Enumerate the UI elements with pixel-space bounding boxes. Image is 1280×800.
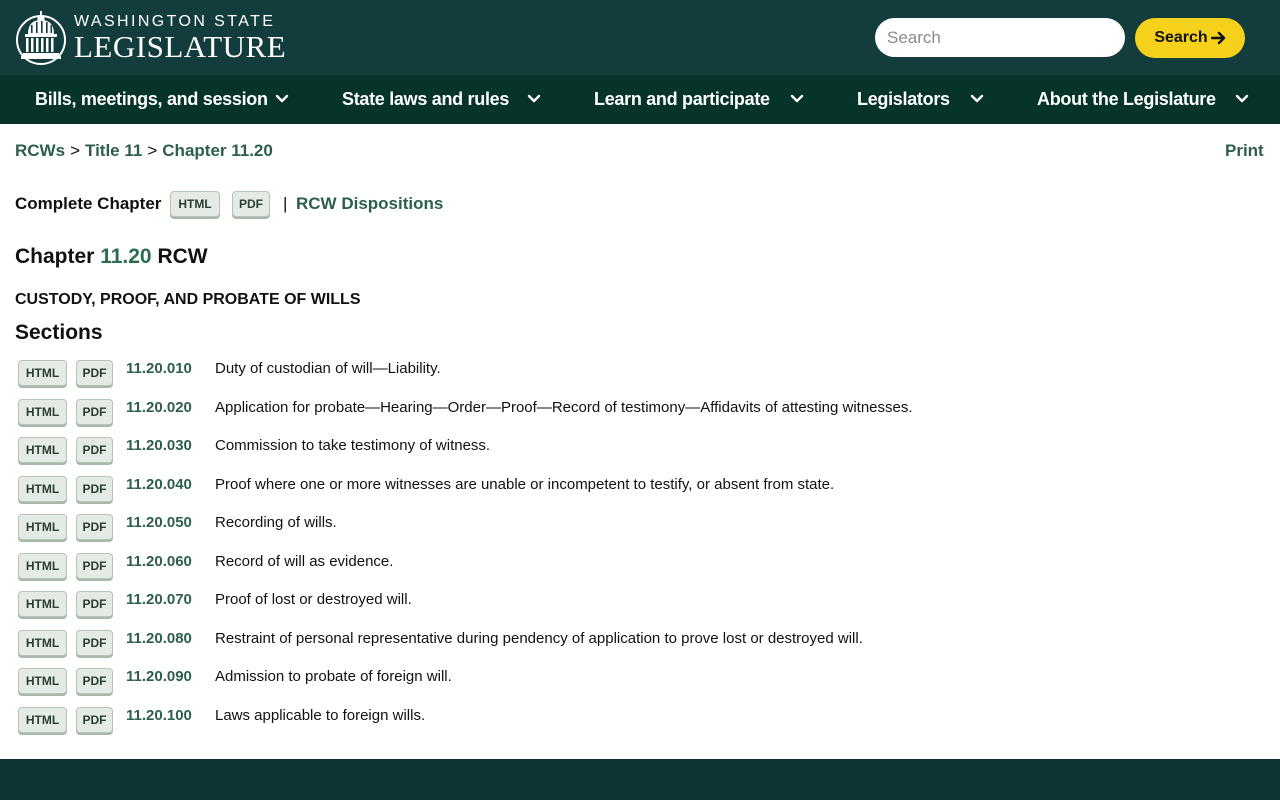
section-title: Laws applicable to foreign wills. (215, 706, 426, 724)
sections-list (18, 358, 1258, 743)
chapter-number: 11.20 (100, 245, 152, 268)
breadcrumb-rcws[interactable]: RCWs (15, 141, 66, 160)
section-html-button[interactable]: HTML (18, 514, 67, 540)
section-html-button[interactable]: HTML (18, 707, 67, 733)
nav-item-label: State laws and rules (342, 89, 510, 109)
section-number-link[interactable]: 11.20.030 (126, 437, 192, 454)
section-pdf-button[interactable]: PDF (76, 437, 113, 463)
section-title: Application for probate—Hearing—Order—Proof—Record of testimony—Affidavits of attesting witnesses. (215, 398, 913, 416)
complete-chapter-label: Complete Chapter (15, 194, 162, 213)
chevron-down-icon (527, 92, 541, 106)
section-row (18, 666, 1258, 705)
page-title (15, 245, 208, 269)
chapter-prefix: Chapter (15, 245, 95, 268)
section-pdf-button[interactable]: PDF (76, 399, 113, 425)
breadcrumb (15, 141, 273, 161)
section-title: Proof of lost or destroyed will. (215, 591, 412, 608)
chevron-down-icon (1235, 92, 1249, 106)
site-footer (0, 759, 1280, 800)
chevron-down-icon (970, 92, 984, 106)
complete-chapter-pdf-button[interactable]: PDF (232, 191, 270, 217)
section-row (18, 705, 1258, 744)
section-title: Admission to probate of foreign will. (215, 668, 452, 685)
section-number-link[interactable]: 11.20.040 (126, 475, 192, 493)
complete-chapter-row (15, 190, 615, 218)
main-nav (0, 75, 1280, 124)
section-number-link[interactable]: 11.20.090 (126, 668, 192, 685)
section-row (18, 474, 1258, 513)
breadcrumb-separator: > (70, 141, 80, 160)
search-button-label: Search (1154, 29, 1208, 46)
section-title: Recording of wills. (215, 514, 337, 531)
section-row (18, 589, 1258, 628)
section-row (18, 512, 1258, 551)
arrow-right-icon (1211, 31, 1226, 45)
chapter-title: CUSTODY, PROOF, AND PROBATE OF WILLS (15, 291, 361, 308)
chevron-down-icon (790, 92, 804, 106)
section-pdf-button[interactable]: PDF (76, 591, 113, 617)
section-number-link[interactable]: 11.20.070 (126, 591, 192, 608)
sections-heading: Sections (15, 321, 103, 344)
section-pdf-button[interactable]: PDF (76, 553, 113, 579)
breadcrumb-separator: > (147, 141, 158, 160)
section-row (18, 551, 1258, 590)
print-link[interactable]: Print (1225, 141, 1264, 160)
logo-text (74, 12, 286, 62)
section-number-link[interactable]: 11.20.060 (126, 552, 192, 570)
section-pdf-button[interactable]: PDF (76, 360, 113, 386)
section-number-link[interactable]: 11.20.050 (126, 514, 192, 531)
site-header (0, 0, 1280, 75)
chapter-suffix: RCW (157, 245, 208, 268)
search-input[interactable] (875, 18, 1125, 57)
nav-item-state-laws[interactable] (342, 75, 509, 124)
section-title: Duty of custodian of will—Liability. (215, 360, 441, 377)
nav-item-learn[interactable] (594, 75, 770, 124)
separator: | (283, 194, 288, 213)
nav-item-about[interactable] (1037, 75, 1216, 124)
breadcrumb-chapter[interactable]: Chapter 11.20 (162, 141, 273, 160)
complete-chapter-html-button[interactable]: HTML (170, 191, 220, 217)
section-row (18, 397, 1258, 436)
section-number-link[interactable]: 11.20.020 (126, 398, 192, 416)
search-button[interactable] (1135, 18, 1245, 58)
section-html-button[interactable]: HTML (18, 668, 67, 694)
section-row (18, 628, 1258, 667)
section-title: Restraint of personal representative during pendency of application to prove lost or destroyed will. (215, 629, 863, 647)
section-number-link[interactable]: 11.20.010 (126, 360, 192, 377)
section-pdf-button[interactable]: PDF (76, 476, 113, 502)
chevron-down-icon (275, 92, 289, 106)
section-row (18, 435, 1258, 474)
section-number-link[interactable]: 11.20.080 (126, 629, 192, 647)
site-logo[interactable] (14, 8, 286, 66)
section-html-button[interactable]: HTML (18, 476, 67, 502)
nav-item-label: Legislators (857, 89, 950, 109)
section-title: Proof where one or more witnesses are unable or incompetent to testify, or absent from state. (215, 475, 835, 493)
section-pdf-button[interactable]: PDF (76, 707, 113, 733)
section-pdf-button[interactable]: PDF (76, 514, 113, 540)
section-html-button[interactable]: HTML (18, 630, 67, 656)
section-html-button[interactable]: HTML (18, 399, 67, 425)
section-html-button[interactable]: HTML (18, 360, 67, 386)
section-html-button[interactable]: HTML (18, 553, 67, 579)
section-pdf-button[interactable]: PDF (76, 668, 113, 694)
rcw-dispositions-link[interactable]: RCW Dispositions (296, 194, 444, 213)
section-title: Record of will as evidence. (215, 552, 394, 570)
logo-top-text: WASHINGTON STATE (74, 13, 276, 30)
section-title: Commission to take testimony of witness. (215, 437, 491, 454)
nav-item-legislators[interactable] (857, 75, 950, 124)
nav-item-bills[interactable] (35, 75, 268, 124)
section-row (18, 358, 1258, 397)
nav-item-label: About the Legislature (1037, 89, 1216, 109)
logo-bottom-text: LEGISLATURE (74, 29, 287, 64)
section-html-button[interactable]: HTML (18, 591, 67, 617)
breadcrumb-title[interactable]: Title 11 (85, 141, 143, 160)
capitol-dome-icon (14, 8, 68, 66)
nav-item-label: Learn and participate (594, 89, 770, 109)
section-pdf-button[interactable]: PDF (76, 630, 113, 656)
section-html-button[interactable]: HTML (18, 437, 67, 463)
section-number-link[interactable]: 11.20.100 (126, 706, 192, 724)
nav-item-label: Bills, meetings, and session (35, 89, 268, 109)
